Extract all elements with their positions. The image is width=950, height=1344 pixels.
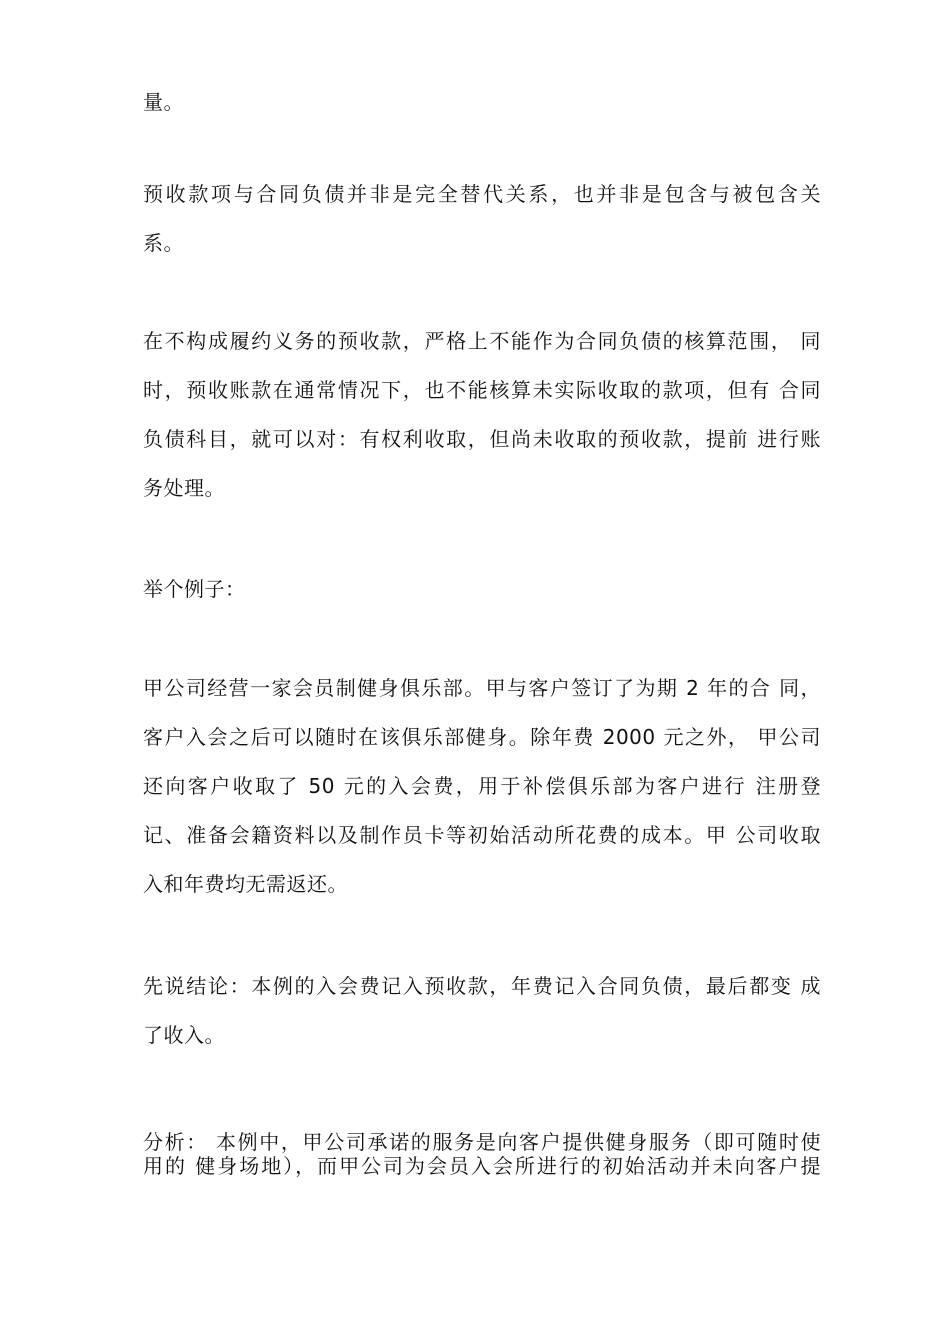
text-line: 系。	[143, 231, 184, 255]
paragraph-relationship	[143, 170, 821, 268]
text-line: 时，预收账款在通常情况下，也不能核算未实际收取的款项，但有 合同	[143, 378, 821, 402]
text-line: 用的 健身场地），而甲公司为会员入会所进行的初始活动并未向客户提	[143, 1154, 821, 1178]
text-line: 预收款项与合同负债并非是完全替代关系，也并非是包含与被包含关	[143, 182, 821, 206]
paragraph-example-heading	[143, 565, 821, 614]
text-line: 务处理。	[143, 476, 225, 500]
paragraph-example	[143, 664, 821, 909]
text-line: 还向客户收取了 50 元的入会费，用于补偿俱乐部为客户进行 注册登	[143, 774, 821, 798]
paragraph-scope	[143, 317, 821, 513]
text-line: 举个例子：	[143, 577, 246, 601]
text-line: 了收入。	[143, 1023, 225, 1047]
text-line: 负债科目，就可以对：有权利收取，但尚未收取的预收款，提前 进行账	[143, 427, 821, 451]
text-line: 先说结论：本例的入会费记入预收款，年费记入合同负债，最后都变 成	[143, 974, 821, 998]
paragraph-ending	[143, 78, 821, 127]
text-line: 客户入会之后可以随时在该俱乐部健身。除年费 2000 元之外， 甲公司	[143, 725, 821, 749]
text-line: 入和年费均无需返还。	[143, 872, 348, 896]
text-line: 甲公司经营一家会员制健身俱乐部。甲与客户签订了为期 2 年的合 同，	[143, 676, 821, 700]
text-line: 在不构成履约义务的预收款，严格上不能作为合同负债的核算范围， 同	[143, 329, 821, 353]
paragraph-conclusion	[143, 962, 821, 1060]
text-line: 量。	[143, 90, 184, 114]
text-line: 记、准备会籍资料以及制作员卡等初始活动所花费的成本。甲 公司收取	[143, 823, 821, 847]
paragraph-analysis	[143, 1130, 821, 1178]
text-line: 分析： 本例中，甲公司承诺的服务是向客户提供健身服务（即可随时使	[143, 1130, 821, 1154]
